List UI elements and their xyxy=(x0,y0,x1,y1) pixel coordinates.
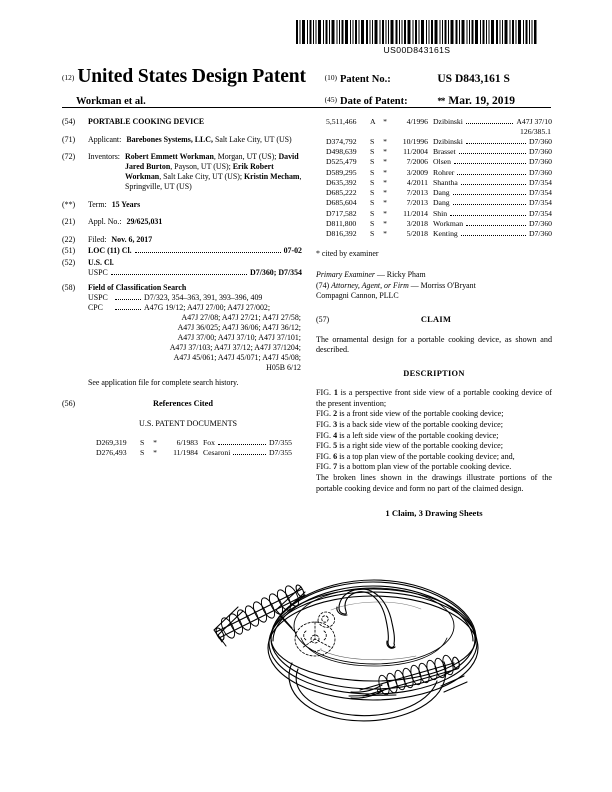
term-value: 15 Years xyxy=(111,199,141,209)
reference-assignee: Cesaroni xyxy=(203,448,231,458)
reference-row xyxy=(326,198,552,208)
attorney-name: — Morriss O'Bryant xyxy=(410,280,476,290)
figure-description xyxy=(316,462,552,473)
figure-number: 3 xyxy=(333,420,338,430)
reference-date: 11/1984 xyxy=(173,448,198,458)
reference-number: D589,295 xyxy=(326,167,357,177)
reference-classification: D7/360 xyxy=(528,167,552,177)
reference-classification: D7/355 xyxy=(268,448,292,458)
reference-kind-code: S xyxy=(140,437,145,447)
reference-number: D635,392 xyxy=(326,177,357,187)
reference-classification: D7/360 xyxy=(528,229,552,239)
figure-description xyxy=(316,441,552,452)
figure-description xyxy=(316,452,552,463)
us-cl-uspc-row xyxy=(88,268,302,278)
reference-number: 5,511,466 xyxy=(326,117,357,126)
reference-kind-code: S xyxy=(370,167,375,177)
reference-kind-code: S xyxy=(370,147,375,157)
reference-star: * xyxy=(383,147,387,157)
reference-leader xyxy=(233,454,266,456)
applicant-address: Salt Lake City, UT (US) xyxy=(214,134,292,144)
figure-number: 6 xyxy=(333,451,338,461)
reference-kind-code: S xyxy=(140,448,145,458)
primary-examiner-label: Primary Examiner xyxy=(316,270,375,280)
term-stars: ** xyxy=(437,96,445,106)
barcode-image xyxy=(296,20,538,44)
us-cl-uspc-key: USPC xyxy=(88,267,108,277)
figure-text: is a front side view of the portable cooking device; xyxy=(337,409,504,419)
header-divider xyxy=(62,107,551,108)
term-label: Term: xyxy=(88,199,107,209)
reference-star: * xyxy=(383,177,387,187)
reference-table-right xyxy=(326,117,552,239)
reference-assignee: Shantha xyxy=(433,177,458,187)
focs-uspc-value: D7/323, 354–363, 391, 393–396, 409 xyxy=(144,292,263,302)
claim-title: CLAIM xyxy=(420,314,452,324)
broken-lines-note: The broken lines shown in the drawings illustrate portions of the portable cooking device and form no part of the claimed design. xyxy=(316,473,552,493)
reference-date: 4/1996 xyxy=(406,117,428,126)
patent-drawing-figure-1 xyxy=(96,490,526,770)
date-of-patent: Mar. 19, 2019 xyxy=(448,95,516,107)
reference-assignee: Fox xyxy=(203,437,215,447)
code-51: (51) xyxy=(62,246,76,256)
primary-examiner-row xyxy=(316,270,552,281)
reference-table-left xyxy=(96,438,292,458)
reference-row xyxy=(326,178,552,188)
reference-number: D276,493 xyxy=(96,448,127,458)
reference-assignee: Dzibinski xyxy=(433,137,463,147)
reference-date: 7/2006 xyxy=(406,157,428,167)
reference-leader xyxy=(461,235,526,237)
appl-no-value: 29/625,031 xyxy=(126,217,163,227)
field-us-cl xyxy=(62,258,302,268)
reference-assignee: Brasset xyxy=(433,147,456,157)
reference-classification: D7/354 xyxy=(528,208,552,218)
reference-leader xyxy=(450,214,526,216)
see-application-note: See application file for complete search history. xyxy=(88,378,239,388)
code-58: (58) xyxy=(62,282,76,292)
inventor-location: , Payson, UT (US); xyxy=(170,162,233,172)
patent-title-block xyxy=(62,66,325,88)
focs-cpc-row xyxy=(88,303,302,313)
reference-star: * xyxy=(383,218,387,228)
code-74: (74) xyxy=(316,280,330,290)
reference-row xyxy=(326,188,552,198)
inventor-location: , Salt Lake City, UT (US); xyxy=(159,172,245,182)
reference-classification: D7/354 xyxy=(528,188,552,198)
reference-number: D374,792 xyxy=(326,137,357,147)
reference-assignee: Dang xyxy=(433,198,450,208)
reference-classification: D7/354 xyxy=(528,177,552,187)
filed-label: Filed: xyxy=(88,234,107,244)
focs-cpc-line: A47J 45/061; A47J 45/071; A47J 45/08; xyxy=(173,353,301,363)
figure-text: is a bottom plan view of the portable cooking device. xyxy=(337,462,512,472)
figure-text: is a right side view of the portable cooking device; xyxy=(337,441,504,451)
figure-text: is a back side view of the portable cooking device; xyxy=(337,420,504,430)
figure-number: 7 xyxy=(333,462,338,472)
reference-classification: D7/355 xyxy=(268,437,292,447)
reference-classification: D7/360 xyxy=(528,218,552,228)
us-cl-leader xyxy=(111,273,247,275)
figure-prefix: FIG. xyxy=(316,420,334,430)
reference-date: 11/2004 xyxy=(403,147,428,157)
reference-row xyxy=(326,229,552,239)
focs-cpc-line: A47J 37/00; A47J 37/10; A47J 37/101; xyxy=(177,333,301,343)
code-72: (72) xyxy=(62,152,76,162)
figure-description-list xyxy=(316,388,552,473)
attorney-firm-line2: Compagni Cannon, PLLC xyxy=(316,291,399,301)
reference-number: D816,392 xyxy=(326,229,357,239)
reference-star: * xyxy=(383,188,387,198)
us-cl-label: U.S. Cl. xyxy=(88,257,114,267)
code-10: (10) xyxy=(324,72,337,82)
reference-assignee: Olsen xyxy=(433,157,451,167)
field-term xyxy=(62,200,302,210)
examiner-block xyxy=(316,270,552,302)
focs-uspc-row xyxy=(88,293,302,303)
reference-date: 11/2014 xyxy=(403,208,428,218)
figure-number: 4 xyxy=(333,430,338,440)
reference-leader xyxy=(457,173,526,175)
figure-description xyxy=(316,420,552,431)
inventor-name: David Jared Burton xyxy=(125,152,299,172)
figure-prefix: FIG. xyxy=(316,451,334,461)
reference-leader xyxy=(466,123,513,125)
reference-classification: D7/360 xyxy=(528,137,552,147)
code-12: (12) xyxy=(62,72,75,82)
reference-row xyxy=(326,219,552,229)
reference-date: 7/2013 xyxy=(406,188,428,198)
loc-cl-value: 07-02 xyxy=(283,246,302,256)
patent-no-label-block xyxy=(325,69,438,87)
code-54: (54) xyxy=(62,117,76,126)
reference-assignee: Shin xyxy=(433,208,448,218)
reference-classification-secondary: 126/385.1 xyxy=(520,127,551,137)
inventor-surname: Workman et al. xyxy=(76,96,146,107)
reference-row xyxy=(326,117,552,127)
reference-leader xyxy=(461,183,526,185)
code-term: (**) xyxy=(62,199,76,209)
focs-cpc-line: A47J 27/08; A47J 27/21; A47J 27/58; xyxy=(181,312,301,322)
references-cited-header xyxy=(62,399,302,410)
reference-kind-code: S xyxy=(370,157,375,167)
reference-leader xyxy=(453,194,526,196)
reference-classification: D7/354 xyxy=(528,198,552,208)
inventors-label: Inventors: xyxy=(88,152,120,162)
field-appl-no xyxy=(62,217,302,227)
patent-number: US D843,161 S xyxy=(437,73,510,85)
cited-by-examiner-note: * cited by examiner xyxy=(316,249,379,259)
code-45: (45) xyxy=(324,94,337,104)
inventor-name: Robert Emmett Workman xyxy=(125,152,214,162)
reference-assignee: Dang xyxy=(433,188,450,198)
reference-number: D811,800 xyxy=(326,218,357,228)
focs-cpc-line: A47J 36/025; A47J 36/06; A47J 36/12; xyxy=(177,323,301,332)
reference-date: 3/2009 xyxy=(406,167,428,177)
reference-kind-code: A xyxy=(370,117,376,126)
inventor-location: , Springville, UT (US) xyxy=(125,172,302,192)
focs-cpc-value: A47G 19/12; A47J 27/00; A47J 27/002; xyxy=(144,302,271,312)
code-71: (71) xyxy=(62,134,76,144)
inventor-name: Erik Robert Workman xyxy=(125,162,274,182)
figure-prefix: FIG. xyxy=(316,430,334,440)
patent-no-value-block xyxy=(437,69,552,87)
reference-leader xyxy=(454,163,526,165)
us-patent-documents-subtitle: U.S. PATENT DOCUMENTS xyxy=(138,418,238,428)
filed-value: Nov. 6, 2017 xyxy=(111,234,153,244)
cooking-device-illustration xyxy=(96,490,526,770)
reference-number: D269,319 xyxy=(96,437,127,447)
inventor-name: Kristin Mecham xyxy=(244,172,300,182)
inventor-location: , Morgan, UT (US); xyxy=(213,152,279,162)
focs-uspc-key: USPC xyxy=(88,292,108,302)
reference-classification: D7/360 xyxy=(528,147,552,157)
reference-date: 5/2018 xyxy=(406,229,428,239)
inventors-value xyxy=(125,152,302,192)
reference-date: 6/1983 xyxy=(176,437,198,447)
reference-assignee: Dzibinski xyxy=(433,117,463,126)
reference-kind-code: S xyxy=(370,218,375,228)
invention-title: PORTABLE COOKING DEVICE xyxy=(88,117,205,126)
page-title: United States Design Patent xyxy=(77,66,306,87)
reference-star: * xyxy=(383,167,387,177)
reference-classification: D7/360 xyxy=(528,157,552,167)
primary-examiner-name: — Ricky Pham xyxy=(376,270,426,280)
reference-star: * xyxy=(383,137,387,147)
reference-classification: A47J 37/10 xyxy=(516,117,552,126)
figure-description xyxy=(316,409,552,420)
field-loc-cl xyxy=(62,246,302,256)
reference-kind-code: S xyxy=(370,137,375,147)
figure-prefix: FIG. xyxy=(316,462,334,472)
reference-assignee: Rohrer xyxy=(433,167,455,177)
loc-cl-label: LOC (11) Cl. xyxy=(88,246,132,256)
barcode-number: US00D843161S xyxy=(383,45,451,55)
code-57: (57) xyxy=(316,314,330,324)
field-inventors xyxy=(62,152,302,192)
figure-number: 2 xyxy=(333,409,338,419)
barcode-block xyxy=(296,20,538,55)
code-22: (22) xyxy=(62,234,76,244)
figure-text: is a left side view of the portable cooking device; xyxy=(337,430,499,440)
figure-text: is a top plan view of the portable cooking device; and, xyxy=(337,451,515,461)
appl-no-label: Appl. No.: xyxy=(88,217,122,227)
claims-sheets-line: 1 Claim, 3 Drawing Sheets xyxy=(385,508,483,519)
figure-prefix: FIG. xyxy=(316,388,334,398)
claim-text: The ornamental design for a portable cooking device, as shown and described. xyxy=(316,334,552,355)
reference-assignee: Kenting xyxy=(433,229,458,239)
reference-star: * xyxy=(383,208,387,218)
reference-number: D717,582 xyxy=(326,208,357,218)
reference-row xyxy=(326,137,552,147)
reference-leader xyxy=(459,153,526,155)
focs-cpc-line: H05B 6/12 xyxy=(266,363,301,373)
description-title: DESCRIPTION xyxy=(403,368,465,378)
field-filed xyxy=(62,235,302,245)
reference-row xyxy=(326,147,552,157)
reference-number: D498,639 xyxy=(326,147,357,157)
reference-row xyxy=(326,157,552,167)
reference-row xyxy=(96,438,292,448)
us-cl-uspc-value: D7/360; D7/354 xyxy=(250,267,302,277)
reference-leader xyxy=(466,143,526,145)
reference-kind-code: S xyxy=(370,229,375,239)
reference-star: * xyxy=(383,117,387,126)
references-cited-title: References Cited xyxy=(153,399,213,409)
patent-no-label: Patent No.: xyxy=(340,74,391,85)
reference-number: D685,222 xyxy=(326,188,357,198)
reference-kind-code: S xyxy=(370,208,375,218)
reference-leader xyxy=(453,204,526,206)
field-applicant xyxy=(62,135,302,145)
reference-row xyxy=(96,448,292,458)
reference-date: 4/2011 xyxy=(406,177,428,187)
attorney-label: Attorney, Agent, or Firm xyxy=(331,280,409,290)
figure-number: 1 xyxy=(333,388,338,398)
left-column xyxy=(62,117,302,458)
focs-cpc-leader xyxy=(115,308,141,310)
reference-star: * xyxy=(383,198,387,208)
focs-label: Field of Classification Search xyxy=(88,282,187,292)
reference-date: 7/2013 xyxy=(406,198,428,208)
applicant-label: Applicant: xyxy=(88,134,122,144)
code-56: (56) xyxy=(62,399,76,409)
reference-star: * xyxy=(153,437,157,447)
focs-uspc-leader xyxy=(115,298,141,300)
applicant-value xyxy=(126,135,302,145)
reference-number: D685,604 xyxy=(326,198,357,208)
figure-prefix: FIG. xyxy=(316,441,334,451)
reference-leader xyxy=(466,224,526,226)
figure-number: 5 xyxy=(333,441,338,451)
code-21: (21) xyxy=(62,217,76,227)
reference-kind-code: S xyxy=(370,177,375,187)
reference-star: * xyxy=(383,229,387,239)
date-of-patent-label: Date of Patent: xyxy=(340,96,408,107)
reference-star: * xyxy=(383,157,387,167)
reference-assignee: Workman xyxy=(433,218,464,228)
reference-date: 10/1996 xyxy=(402,137,428,147)
reference-date: 3/2018 xyxy=(406,218,428,228)
loc-cl-leader xyxy=(135,252,281,254)
right-column xyxy=(316,117,552,519)
reference-star: * xyxy=(153,448,157,458)
figure-prefix: FIG. xyxy=(316,409,334,419)
claim-header xyxy=(316,315,552,326)
reference-number: D525,479 xyxy=(326,157,357,167)
reference-row xyxy=(326,168,552,178)
reference-kind-code: S xyxy=(370,188,375,198)
figure-description xyxy=(316,431,552,442)
applicant-name: Barebones Systems, LLC, xyxy=(126,134,213,144)
reference-kind-code: S xyxy=(370,198,375,208)
reference-leader xyxy=(218,443,266,445)
field-focs xyxy=(62,283,302,293)
focs-cpc-key: CPC xyxy=(88,302,103,312)
field-title xyxy=(62,117,302,127)
figure-text: is a perspective front side view of a portable cooking device of the present invention; xyxy=(316,388,553,408)
patent-header xyxy=(62,66,552,109)
code-52: (52) xyxy=(62,257,76,267)
reference-row xyxy=(326,209,552,219)
attorney-row xyxy=(316,281,552,292)
focs-cpc-line: A47J 37/103; A47J 37/12; A47J 37/1204; xyxy=(169,343,301,353)
focs-cpc-continuation xyxy=(62,313,302,373)
figure-description xyxy=(316,388,552,409)
